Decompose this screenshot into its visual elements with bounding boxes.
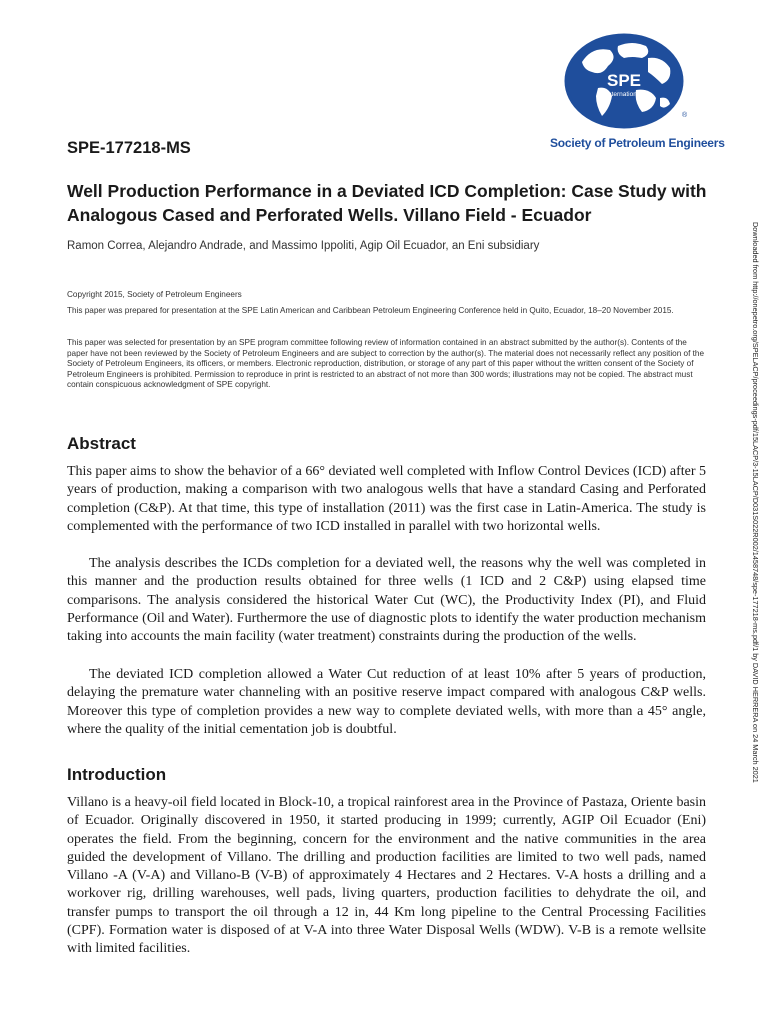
introduction-heading: Introduction — [67, 765, 167, 784]
download-watermark-text: Downloaded from http://onepetro.org/SPELACP/proceedings-pdf/15LACP/3-15LACP/D031S022R002/1458748/spe-177218-ms.pdf/1 by DAVID HERRERA on 24 March 2021 — [751, 222, 760, 783]
introduction-paragraph: Villano is a heavy-oil field located in Block-10, a tropical rainforest area in the Province of Pastaza, Oriente basin of Ecuador. Originally discovered in 1950, it started producing in 1999; currently, AGIP Oil Ecuador (Eni) operates the field. From the beginning, concern for the environment and the native communities in the area guided the development of Villano. The drilling and production facilities are limited to two well pads, named Villano -A (V-A) and Villano-B (V-B) of approximately 4 Hectares and 2 Hectares. V-A hosts a drilling and a workover rig, drilling warehouses, well pads, living quarters, production facilities to dehydrate the oil, and transfer pumps to transport the oil through a 12 in, 44 Km long pipeline to the Central Processing Facilities (CPF). Formation water is disposed of at V-A into three Water Disposal Wells (WDW). V-B is a remote wellsite with limited facilities. — [67, 795, 706, 957]
abstract-heading: Abstract — [67, 434, 136, 453]
globe-subtext: International — [606, 91, 642, 98]
copyright-notice: Copyright 2015, Society of Petroleum Engineers — [67, 290, 242, 299]
selection-note: This paper was selected for presentation by an SPE program committee following review of information contained in an abstract submitted by the author(s). Contents of the paper have not been reviewed by the Society of Petroleum Engineers and are subject to correction by the author(s). The material does not necessarily reflect any position of the Society of Petroleum Engineers, its officers, or members. Electronic reproduction, distribution, or storage of any part of this paper without the written consent of the Society of Petroleum Engineers is prohibited. Permission to reproduce in print is restricted to an abstract of not more than 300 words; illustrations may not be copied. The abstract must contain conspicuous acknowledgment of SPE copyright. — [67, 338, 705, 390]
download-watermark — [748, 222, 760, 822]
globe-text: SPE — [606, 71, 642, 90]
abstract-paragraph: This paper aims to show the behavior of a 66° deviated well completed with Inflow Control Devices (ICD) after 5 years of production, making a comparison with two analogous wells that have a standard Casing and Perforated completion (C&P). At that time, this type of installation (2011) was the first case in Latin-America. The study is complemented with the performance of two ICD installed in parallel with two horizontal wells. — [67, 464, 706, 534]
registered-mark: ® — [682, 112, 688, 119]
prepared-note: This paper was prepared for presentation at the SPE Latin American and Caribbean Petroleum Engineering Conference held in Quito, Ecuador, 18–20 November 2015. — [67, 306, 674, 315]
paper-id: SPE-177218-MS — [67, 139, 191, 157]
paper-title: Well Production Performance in a Deviated ICD Completion: Case Study with Analogous Cased and Perforated Wells. Villano Field - Ecuador — [67, 181, 707, 225]
authors: Ramon Correa, Alejandro Andrade, and Massimo Ippoliti, Agip Oil Ecuador, an Eni subsidiary — [67, 240, 540, 252]
globe-icon — [562, 32, 686, 132]
society-name: Society of Petroleum Engineers — [550, 136, 725, 150]
abstract-paragraph: The analysis describes the ICDs completion for a deviated well, the reasons why the well was completed in this manner and the production results obtained for three wells (1 ICD and 2 C&P) using elapsed time comparisons. The analysis considered the historical Water Cut (WC), the Productivity Index (PI), and Fluid Performance (Oil and Water). Furthermore the use of diagnostic plots to identify the water production mechanism taking into accounts the main facility (water treatment) constraints during the production of the wells. — [67, 556, 706, 645]
abstract-paragraph: The deviated ICD completion allowed a Water Cut reduction of at least 10% after 5 years of production, delaying the premature water channeling with an positive reserve impact compared with analogous C&P wells. Moreover this type of completion provides a new way to complete deviated wells, with more than a 45° angle, where the quality of the initial cementation job is doubtful. — [67, 667, 706, 737]
